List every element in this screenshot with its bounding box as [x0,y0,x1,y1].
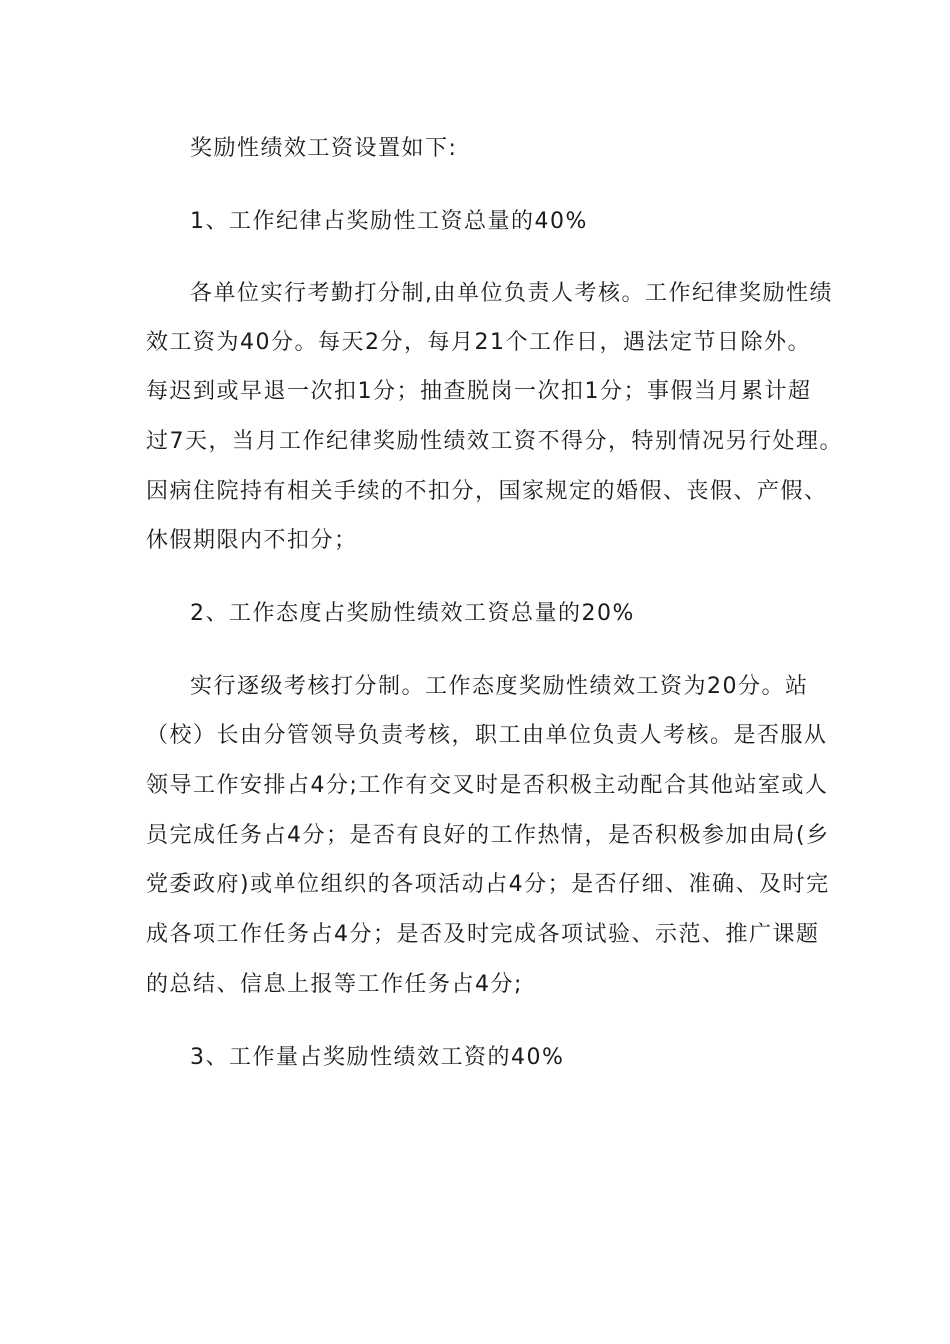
section-1-heading: 1、工作纪律占奖励性工资总量的40% [190,209,588,234]
section-2-body-line: 的总结、信息上报等工作任务占4分; [146,972,523,997]
section-1-body-line: 过7天，当月工作纪律奖励性绩效工资不得分，特别情况另行处理。 [146,429,843,454]
section-2-body-line: 领导工作安排占4分;工作有交叉时是否积极主动配合其他站室或人 [146,773,829,798]
section-1-body-line: 效工资为40分。每天2分，每月21个工作日，遇法定节日除外。 [146,330,811,355]
section-2-body-line: 成各项工作任务占4分；是否及时完成各项试验、示范、推广课题 [146,922,820,947]
section-2-heading: 2、工作态度占奖励性绩效工资总量的20% [190,601,635,626]
section-2-body-line: 党委政府)或单位组织的各项活动占4分；是否仔细、准确、及时完 [146,872,830,897]
section-2-body-line: （校）长由分管领导负责考核，职工由单位负责人考核。是否服从 [146,723,828,748]
section-1-body-line: 因病住院持有相关手续的不扣分，国家规定的婚假、丧假、产假、 [146,479,828,504]
section-1-body-line: 各单位实行考勤打分制,由单位负责人考核。工作纪律奖励性绩 [190,281,833,306]
section-1-body-line: 休假期限内不扣分； [146,528,358,553]
section-1-body-line: 每迟到或早退一次扣1分；抽查脱岗一次扣1分；事假当月累计超 [146,379,812,404]
intro-line: 奖励性绩效工资设置如下: [190,136,458,161]
section-2-body-line: 实行逐级考核打分制。工作态度奖励性绩效工资为20分。站 [190,674,809,699]
section-3-heading: 3、工作量占奖励性绩效工资的40% [190,1045,565,1070]
section-2-body-line: 员完成任务占4分；是否有良好的工作热情，是否积极参加由局(乡 [146,823,830,848]
